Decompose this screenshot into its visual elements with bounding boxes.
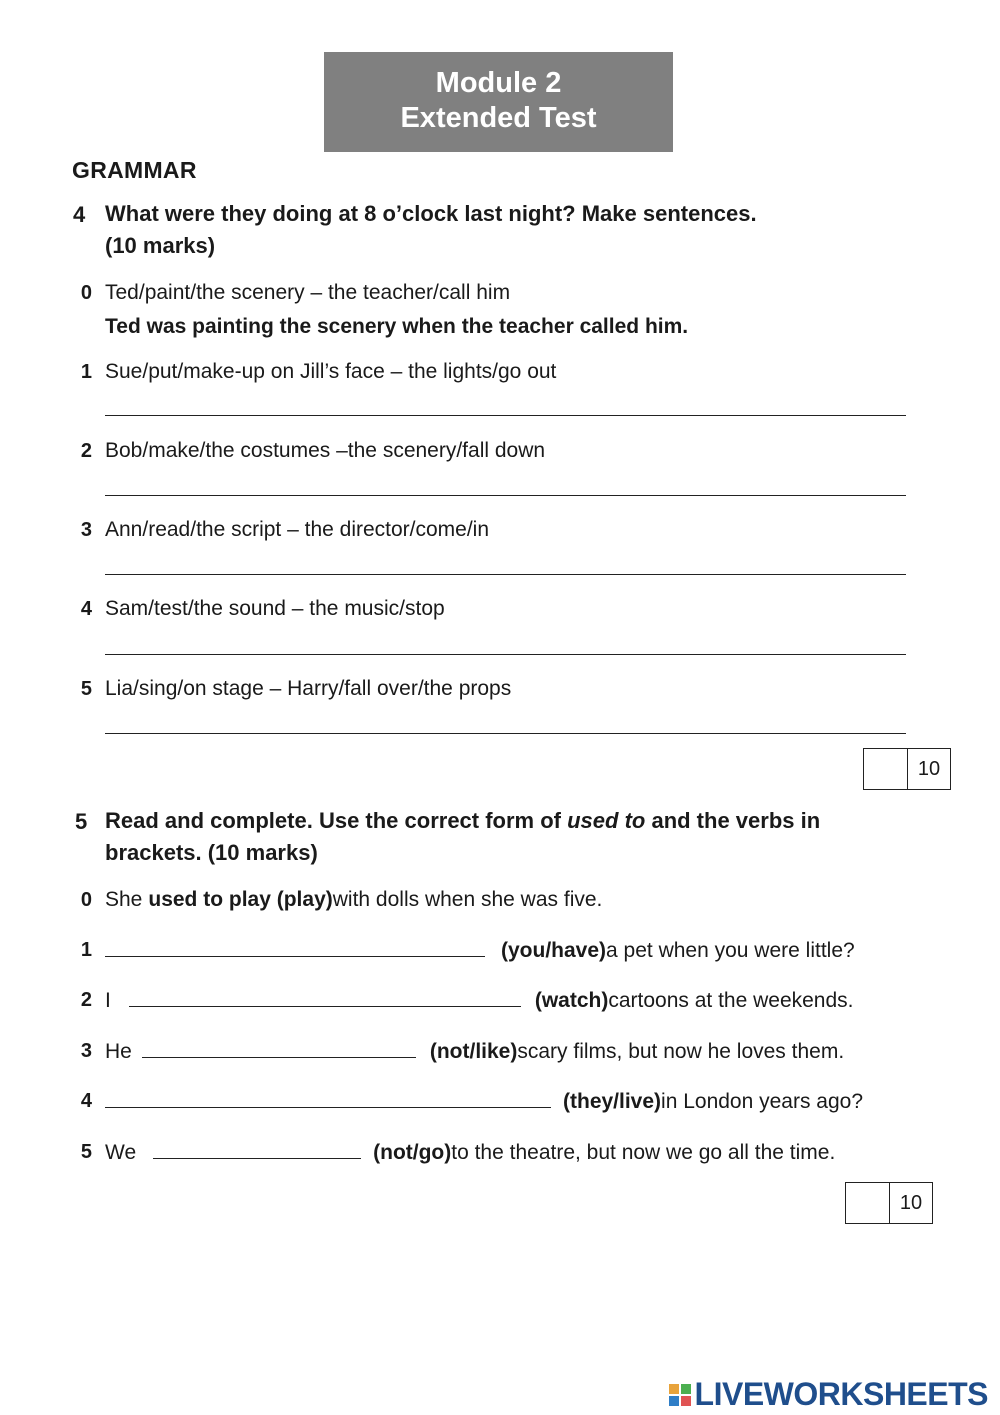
score-input[interactable] bbox=[864, 749, 907, 789]
text: He bbox=[105, 1040, 132, 1063]
item-number: 4 bbox=[80, 598, 92, 620]
answer-line-2[interactable] bbox=[105, 495, 906, 496]
module-title: Module 2 bbox=[435, 67, 562, 99]
text: in London years ago? bbox=[661, 1090, 864, 1113]
item-number: 3 bbox=[80, 519, 92, 541]
answer-line-4[interactable] bbox=[105, 654, 906, 655]
verb-prompt: (they/live) bbox=[563, 1090, 662, 1113]
text: We bbox=[105, 1141, 137, 1164]
instruction-text: and the verbs in bbox=[645, 808, 821, 833]
item-prompt: Bob/make/the costumes –the scenery/fall down bbox=[105, 439, 546, 462]
score-total: 10 bbox=[907, 749, 950, 789]
section-heading: GRAMMAR bbox=[72, 157, 197, 183]
gap-input[interactable] bbox=[142, 1039, 416, 1058]
score-total: 10 bbox=[889, 1183, 932, 1223]
gap-sentence-5 bbox=[105, 1140, 835, 1165]
item-prompt: Ann/read/the script – the director/come/in bbox=[105, 518, 490, 541]
item-number: 2 bbox=[80, 440, 92, 462]
gap-input[interactable] bbox=[153, 1140, 361, 1159]
item-number: 5 bbox=[80, 1141, 92, 1163]
exercise-5-number: 5 bbox=[75, 809, 88, 834]
item-prompt: Lia/sing/on stage – Harry/fall over/the props bbox=[105, 677, 512, 700]
score-input[interactable] bbox=[846, 1183, 889, 1223]
example-prompt: Ted/paint/the scenery – the teacher/call him bbox=[105, 281, 511, 304]
text: I bbox=[105, 989, 111, 1012]
exercise-4-instruction-line2: (10 marks) bbox=[105, 233, 216, 258]
gap-input[interactable] bbox=[129, 988, 521, 1007]
instruction-text: Read and complete. Use the correct form of bbox=[105, 808, 568, 833]
verb-prompt: (watch) bbox=[534, 989, 609, 1012]
score-box-exercise-5 bbox=[845, 1182, 933, 1224]
text: with dolls when she was five. bbox=[332, 888, 603, 911]
item-number: 4 bbox=[80, 1090, 92, 1112]
logo-text: LIVEWORKSHEETS bbox=[694, 1376, 988, 1412]
gap-sentence-2 bbox=[105, 988, 854, 1013]
gap-sentence-3 bbox=[105, 1039, 844, 1064]
gap-input[interactable] bbox=[105, 938, 485, 957]
item-number: 2 bbox=[80, 989, 92, 1011]
gap-sentence-1 bbox=[105, 938, 855, 963]
text: She bbox=[105, 888, 143, 911]
test-title: Extended Test bbox=[400, 102, 597, 134]
exercise-4-instruction-line1: What were they doing at 8 o’clock last night? Make sentences. bbox=[105, 201, 757, 226]
item-number: 5 bbox=[80, 678, 92, 700]
item-prompt: Sue/put/make-up on Jill’s face – the lights/go out bbox=[105, 360, 557, 383]
item-number: 3 bbox=[80, 1040, 92, 1062]
logo-blocks-icon bbox=[669, 1384, 691, 1406]
verb-prompt: (not/go) bbox=[373, 1141, 452, 1164]
example-answer: Ted was painting the scenery when the teacher called him. bbox=[105, 315, 689, 338]
item-prompt: Sam/test/the sound – the music/stop bbox=[105, 597, 445, 620]
instruction-emphasis: used to bbox=[567, 808, 646, 833]
liveworksheets-logo bbox=[669, 1376, 988, 1413]
answer-line-5[interactable] bbox=[105, 733, 906, 734]
example-sentence bbox=[105, 888, 602, 912]
exercise-4-instruction bbox=[105, 198, 757, 262]
text: to the theatre, but now we go all the time. bbox=[451, 1141, 836, 1164]
example-number: 0 bbox=[80, 889, 92, 911]
verb-prompt: (not/like) bbox=[429, 1040, 518, 1063]
answer-line-3[interactable] bbox=[105, 574, 906, 575]
gap-sentence-4 bbox=[105, 1089, 863, 1114]
item-number: 1 bbox=[80, 939, 92, 961]
exercise-5-instruction bbox=[105, 805, 820, 869]
exercise-5-instruction-line2: brackets. (10 marks) bbox=[105, 840, 318, 865]
score-box-exercise-4 bbox=[863, 748, 951, 790]
item-number: 1 bbox=[80, 361, 92, 383]
verb-prompt: (you/have) bbox=[501, 939, 607, 962]
text: scary films, but now he loves them. bbox=[517, 1040, 845, 1063]
text: a pet when you were little? bbox=[606, 939, 855, 962]
example-number: 0 bbox=[80, 282, 92, 304]
answer-line-1[interactable] bbox=[105, 415, 906, 416]
example-answer: used to play (play) bbox=[148, 888, 333, 911]
text: cartoons at the weekends. bbox=[608, 989, 854, 1012]
gap-input[interactable] bbox=[105, 1089, 551, 1108]
exercise-4-number: 4 bbox=[73, 202, 86, 227]
title-box bbox=[324, 52, 673, 152]
